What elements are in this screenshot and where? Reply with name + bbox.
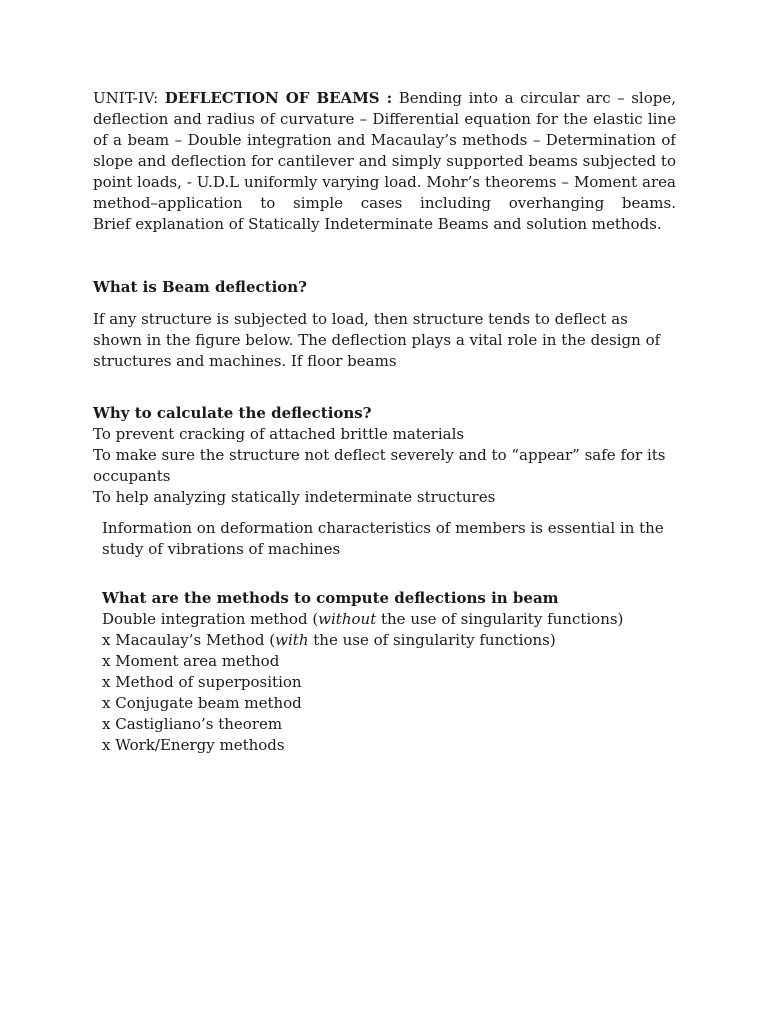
method-superposition: x Method of superposition [102,673,302,691]
q2-item-3: To help analyzing statically indeterminate structures [93,488,496,506]
q2-section [93,403,676,508]
method-double-integration [102,609,685,630]
q1-line-2: shown in the figure below. The deflection plays a vital role in the design of [93,331,661,349]
method-work-energy: x Work/Energy methods [102,736,285,754]
unit-line-1-text: Bending into a circular arc – slope, [392,89,676,107]
unit-label: UNIT-IV: [93,89,165,107]
method-macaulay-pre: x Macaulay’s Method ( [102,631,276,649]
method-macaulay-em: with [275,631,309,649]
method-conjugate-beam: x Conjugate beam method [102,694,302,712]
unit-line-4: slope and deflection for cantilever and simply supported beams subjected to [93,152,676,170]
q2-info-paragraph [102,518,685,560]
q2-info-line-1: Information on deformation characteristics of members is essential in the [102,519,664,537]
unit-line-6: method–application to simple cases including overhanging beams. [93,194,676,212]
q2-info-line-2: study of vibrations of machines [102,540,341,558]
q1-paragraph [93,309,676,372]
method-double-post: the use of singularity functions) [376,610,624,628]
method-macaulay [102,630,685,651]
unit-line-3: of a beam – Double integration and Macaulay’s methods – Determination of [93,131,676,149]
method-macaulay-post: the use of singularity functions) [308,631,556,649]
unit-paragraph [93,88,676,235]
q2-item-2-cont: occupants [93,467,171,485]
q2-item-1: To prevent cracking of attached brittle materials [93,425,465,443]
q3-section [102,588,685,756]
method-double-em: without [318,610,377,628]
q1-line-3: structures and machines. If floor beams [93,352,397,370]
q2-item-2: To make sure the structure not deflect severely and to “appear” safe for its [93,446,666,464]
q1-heading: What is Beam deflection? [93,278,307,296]
method-castigliano: x Castigliano’s theorem [102,715,283,733]
q3-heading: What are the methods to compute deflections in beam [102,589,559,607]
unit-line-2: deflection and radius of curvature – Differential equation for the elastic line [93,110,676,128]
unit-title: DEFLECTION OF BEAMS : [164,89,393,107]
q1-line-1: If any structure is subjected to load, then structure tends to deflect as [93,310,628,328]
q2-heading: Why to calculate the deflections? [93,404,372,422]
unit-line-7: Brief explanation of Statically Indeterminate Beams and solution methods. [93,215,662,233]
unit-line-5: point loads, - U.D.L uniformly varying load. Mohr’s theorems – Moment area [93,173,676,191]
unit-line-1 [93,88,676,109]
method-moment-area: x Moment area method [102,652,280,670]
q1-heading-block [93,277,676,298]
method-double-pre: Double integration method ( [102,610,319,628]
